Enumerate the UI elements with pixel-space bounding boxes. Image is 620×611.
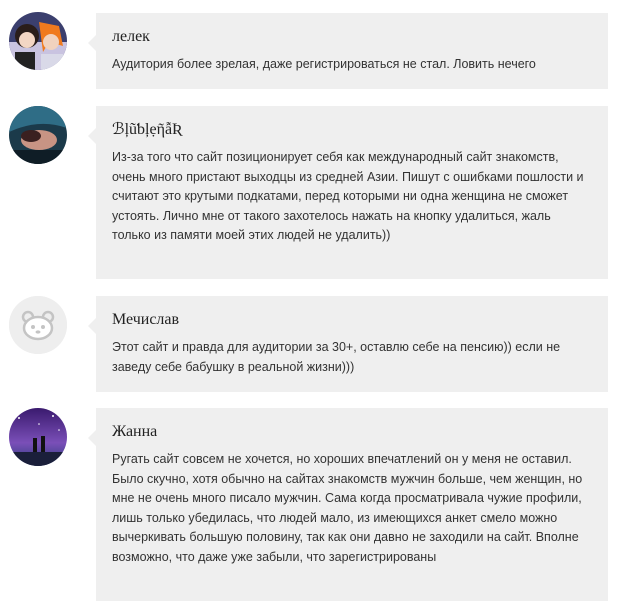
comment-bubble (96, 106, 608, 279)
night-sky-avatar-icon (9, 408, 67, 466)
user-avatar[interactable] (9, 106, 67, 164)
comment-text: Аудитория более зрелая, даже регистрироваться не стал. Ловить нечего (112, 57, 536, 71)
photo-avatar-icon (9, 106, 67, 164)
comment-bubble (96, 296, 608, 392)
user-avatar[interactable] (9, 408, 67, 466)
comment-text: Из-за того что сайт позиционирует себя как международный сайт знакомств, очень много пристают выходцы из средней Азии. Пишут с ошибками пошлости и считают это крутыми подкатами, перед которыми ни одна женщина не сможет устоять. Лично мне от такого захотелось нажать на кнопку удалиться, жаль только из памяти моей этих людей не удалить)) (112, 150, 584, 242)
anime-avatar-icon (9, 12, 67, 70)
comment-author[interactable]: лелек (112, 28, 150, 45)
user-avatar[interactable] (9, 296, 67, 354)
comment-author[interactable]: Жанна (112, 423, 158, 440)
user-avatar[interactable] (9, 12, 67, 70)
comment-bubble (96, 408, 608, 601)
comment-author[interactable]: ℬļũƅļẹῆẫƦ (112, 121, 181, 138)
comment-author[interactable]: Мечислав (112, 311, 180, 328)
comment-text: Ругать сайт совсем не хочется, но хороших впечатлений он у меня не оставил. Было скучно, хотя обычно на сайтах знакомств мужчин больше, чем женщин, но мне не очень много писало мужчин. Сама когда просматривала чужие профили, лишь только убедилась, что людей мало, из имеющихся анкет смело можно вычеркивать большую половину, так как они давно не заходили на сайт. Вполне возможно, что даже уже забыли, что зарегистрированы (112, 452, 583, 564)
panda-avatar-icon (9, 296, 67, 354)
comment-text: Этот сайт и правда для аудитории за 30+, оставлю себе на пенсию)) если не заведу себе бабушку в реальной жизни))) (112, 340, 561, 374)
comment-bubble (96, 13, 608, 89)
